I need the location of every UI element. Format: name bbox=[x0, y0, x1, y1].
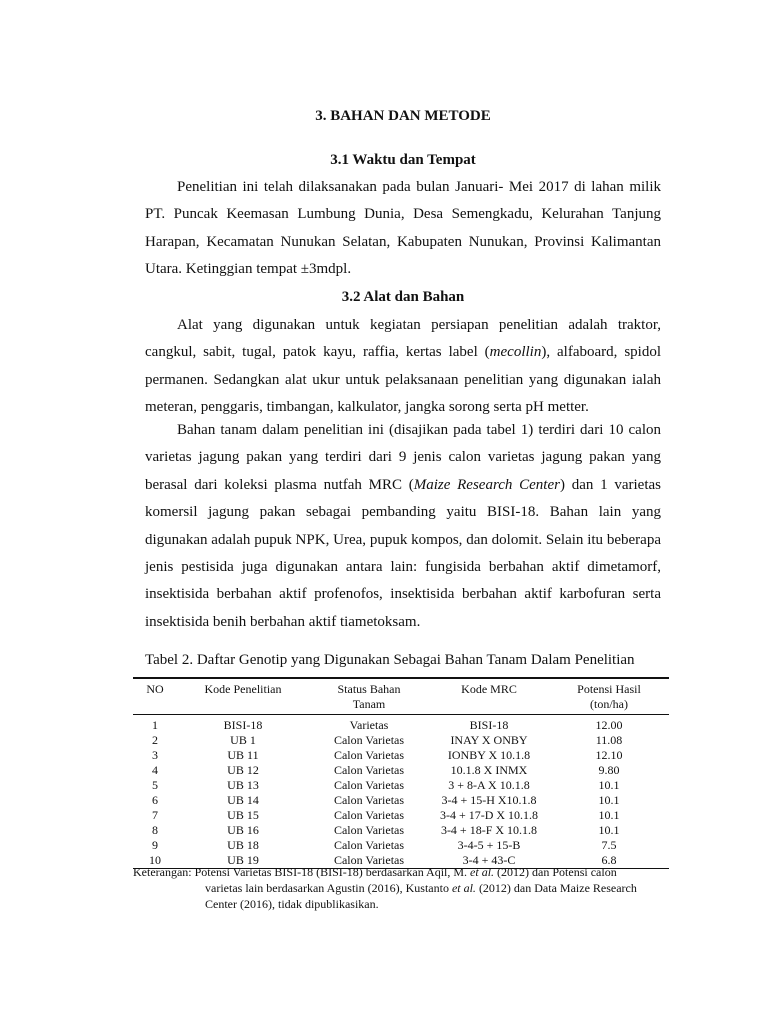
cell-status: Calon Varietas bbox=[309, 853, 429, 869]
table-row bbox=[133, 793, 669, 808]
italic-term: mecollin bbox=[489, 344, 542, 361]
header-kode-mrc: Kode MRC bbox=[429, 678, 549, 715]
note-text: (2012) dan Data Maize Research bbox=[475, 881, 637, 895]
header-potensi-line1: Potensi Hasil bbox=[577, 682, 641, 696]
note-text: Keterangan: Potensi Varietas BISI-18 (BISI-18) berdasarkan Aqil, M. bbox=[133, 865, 471, 879]
table-row bbox=[133, 778, 669, 793]
italic-term: Maize Research Center bbox=[413, 476, 560, 493]
subsection-title-waktu: 3.1 Waktu dan Tempat bbox=[330, 152, 476, 168]
table-header-row bbox=[133, 678, 669, 715]
header-status-line1: Status Bahan bbox=[337, 682, 401, 696]
cell-potensi: 9.80 bbox=[598, 763, 620, 777]
header-potensi bbox=[549, 678, 669, 715]
cell-status: Calon Varietas bbox=[333, 748, 405, 762]
note-line-2 bbox=[133, 880, 669, 896]
cell-status: Calon Varietas bbox=[333, 733, 405, 747]
cell-no: 7 bbox=[152, 808, 158, 822]
cell-no: 6 bbox=[152, 793, 158, 807]
note-etal: et al. bbox=[470, 865, 495, 879]
table-caption: Tabel 2. Daftar Genotip yang Digunakan Sebagai Bahan Tanam Dalam Penelitian bbox=[145, 652, 635, 668]
header-status bbox=[309, 678, 429, 715]
note-line-3: Center (2016), tidak dipublikasikan. bbox=[205, 897, 379, 911]
cell-status: Calon Varietas bbox=[333, 778, 405, 792]
cell-kode-penelitian: BISI-18 bbox=[223, 718, 263, 732]
note-etal: et al. bbox=[451, 881, 476, 895]
table-row bbox=[133, 733, 669, 748]
cell-kode-penelitian: UB 15 bbox=[227, 808, 259, 822]
cell-kode-penelitian: UB 19 bbox=[177, 853, 309, 869]
cell-kode-mrc: IONBY X 10.1.8 bbox=[447, 748, 531, 762]
cell-kode-mrc: 10.1.8 X INMX bbox=[450, 763, 528, 777]
cell-status: Calon Varietas bbox=[333, 793, 405, 807]
note-line-1 bbox=[133, 864, 669, 880]
paragraph-text: Penelitian ini telah dilaksanakan pada bulan Januari- Mei 2017 di lahan milik PT. Puncak Keemasan Lumbung Dunia, Desa Semengkadu, Kelurahan Tanjung Harapan, Kecamatan Nunukan Selatan, Kabupaten Nunukan, Provinsi Kalimantan Utara. Ketinggian tempat ±3mdpl. bbox=[145, 179, 661, 278]
cell-no: 1 bbox=[152, 718, 158, 732]
paragraph-text: ), alfaboard, spidol permanen. Sedangkan alat ukur untuk pelaksanaan penelitian yang digunakan ialah meteran, penggaris, timbangan, kalkulator, jangka sorong serta pH metter. bbox=[145, 344, 661, 416]
header-potensi-line2: (ton/ha) bbox=[590, 697, 628, 711]
cell-kode-mrc: 3 + 8-A X 10.1.8 bbox=[448, 778, 530, 792]
cell-status: Calon Varietas bbox=[333, 823, 405, 837]
cell-kode-mrc: 3-4-5 + 15-B bbox=[457, 838, 521, 852]
cell-kode-mrc: 3-4 + 15-H X10.1.8 bbox=[441, 793, 537, 807]
table-row bbox=[133, 838, 669, 853]
paragraph-alat bbox=[145, 312, 661, 422]
cell-potensi: 10.1 bbox=[598, 823, 620, 837]
table-row bbox=[133, 823, 669, 838]
cell-kode-penelitian: UB 14 bbox=[227, 793, 259, 807]
cell-status: Varietas bbox=[349, 718, 389, 732]
paragraph-waktu-tempat bbox=[145, 174, 661, 284]
note-text: (2012) dan Potensi calon bbox=[494, 865, 617, 879]
cell-potensi: 7.5 bbox=[601, 838, 617, 852]
subsection-title-alat: 3.2 Alat dan Bahan bbox=[341, 289, 465, 305]
cell-potensi: 11.08 bbox=[595, 733, 623, 747]
cell-kode-mrc: 3-4 + 43-C bbox=[429, 853, 549, 869]
paragraph-text: Alat yang digunakan untuk kegiatan persiapan penelitian adalah traktor, cangkul, sabit, tugal, patok kayu, raffia, kertas label ( bbox=[145, 317, 661, 361]
cell-kode-mrc: BISI-18 bbox=[469, 718, 509, 732]
cell-no: 10 bbox=[133, 853, 177, 869]
header-no: NO bbox=[133, 678, 177, 715]
cell-potensi: 10.1 bbox=[598, 808, 620, 822]
cell-no: 2 bbox=[152, 733, 158, 747]
cell-kode-penelitian: UB 12 bbox=[227, 763, 259, 777]
paragraph-text: ) dan 1 varietas komersil jagung pakan sebagai pembanding yaitu BISI-18. Bahan lain yang digunakan adalah pupuk NPK, Urea, pupuk kompos, dan dolomit. Selain itu beberapa jenis pestisida juga digunakan antara lain: fungisida berbahan aktif dimetamorf, insektisida berbahan aktif profenofos, insektisida berbahan aktif karbofuran serta insektisida benih berbahan aktif tiametoksam. bbox=[145, 476, 661, 630]
cell-potensi: 12.10 bbox=[595, 748, 623, 762]
table-row bbox=[133, 808, 669, 823]
cell-status: Calon Varietas bbox=[333, 838, 405, 852]
table-row bbox=[133, 748, 669, 763]
cell-kode-penelitian: UB 16 bbox=[227, 823, 259, 837]
cell-kode-penelitian: UB 13 bbox=[227, 778, 259, 792]
paragraph-bahan bbox=[145, 417, 661, 636]
cell-status: Calon Varietas bbox=[333, 763, 405, 777]
cell-potensi: 10.1 bbox=[598, 793, 620, 807]
table-row bbox=[133, 715, 669, 734]
cell-kode-mrc: INAY X ONBY bbox=[450, 733, 528, 747]
cell-no: 4 bbox=[152, 763, 158, 777]
cell-no: 8 bbox=[152, 823, 158, 837]
header-kode-penelitian: Kode Penelitian bbox=[177, 678, 309, 715]
cell-no: 5 bbox=[152, 778, 158, 792]
cell-kode-penelitian: UB 18 bbox=[227, 838, 259, 852]
cell-potensi: 10.1 bbox=[598, 778, 620, 792]
cell-potensi: 12.00 bbox=[595, 718, 623, 732]
table-row bbox=[133, 763, 669, 778]
cell-no: 9 bbox=[152, 838, 158, 852]
cell-status: Calon Varietas bbox=[333, 808, 405, 822]
cell-potensi: 6.8 bbox=[549, 853, 669, 869]
cell-kode-mrc: 3-4 + 17-D X 10.1.8 bbox=[439, 808, 539, 822]
table-note bbox=[133, 864, 669, 912]
cell-kode-penelitian: UB 11 bbox=[227, 748, 259, 762]
section-title: 3. BAHAN DAN METODE bbox=[315, 108, 491, 124]
paragraph-text: Bahan tanam dalam penelitian ini (disajikan pada tabel 1) terdiri dari 10 calon varietas jagung pakan yang terdiri dari 9 jenis calon varietas jagung pakan yang berasal dari koleksi plasma nutfah MRC ( bbox=[145, 422, 661, 493]
header-status-line2: Tanam bbox=[352, 697, 386, 711]
cell-kode-mrc: 3-4 + 18-F X 10.1.8 bbox=[440, 823, 538, 837]
note-text: varietas lain berdasarkan Agustin (2016), Kustanto bbox=[205, 881, 452, 895]
cell-no: 3 bbox=[152, 748, 158, 762]
cell-kode-penelitian: UB 1 bbox=[230, 733, 256, 747]
genotype-table bbox=[133, 677, 669, 869]
